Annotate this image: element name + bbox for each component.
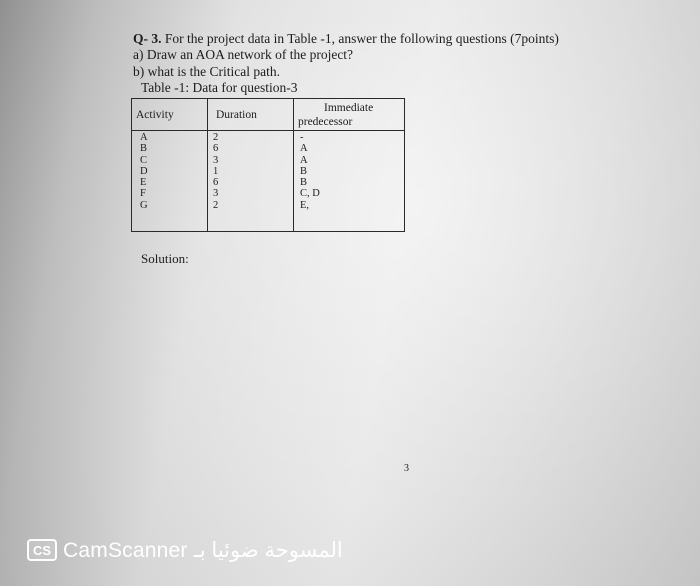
activity-cell: F: [140, 188, 146, 200]
header-predecessor-line2: predecessor: [298, 116, 353, 128]
activity-cell: C: [140, 154, 148, 166]
watermark-text: CamScanner المسوحة ضوئيا بـ: [63, 538, 343, 562]
activity-cell: G: [140, 199, 148, 211]
activity-cell: B: [140, 143, 148, 155]
column-divider: [293, 99, 294, 231]
header-activity: Activity: [136, 109, 174, 121]
duration-cell: 3: [213, 154, 219, 166]
question-title: [133, 31, 559, 47]
project-data-table: [131, 98, 405, 232]
header-duration: Duration: [216, 109, 257, 121]
predecessor-cell: B: [300, 165, 308, 177]
question-points: (7points): [510, 31, 559, 46]
predecessor-column: [300, 132, 320, 211]
table-caption: Table -1: Data for question-3: [141, 80, 298, 95]
column-divider: [207, 99, 208, 231]
predecessor-cell: A: [300, 143, 308, 155]
header-predecessor-line1: Immediate: [324, 102, 374, 114]
solution-label: Solution:: [141, 251, 189, 266]
camscanner-logo-icon: CS: [27, 539, 57, 561]
activity-cell: A: [140, 132, 148, 143]
duration-cell: 6: [213, 177, 219, 189]
duration-cell: 2: [213, 199, 219, 211]
duration-cell: 6: [213, 143, 219, 155]
predecessor-cell: B: [300, 177, 308, 189]
duration-cell: 1: [213, 165, 219, 177]
duration-cell: 3: [213, 188, 219, 200]
predecessor-cell: C, D: [300, 188, 320, 200]
predecessor-cell: E,: [300, 199, 310, 211]
predecessor-cell: A: [300, 154, 308, 166]
predecessor-cell: -: [300, 132, 304, 143]
question-prompt: For the project data in Table -1, answer the following questions: [164, 31, 507, 46]
page-number: 3: [404, 463, 409, 474]
activity-column: [140, 132, 148, 211]
duration-cell: 2: [213, 132, 219, 143]
activity-cell: E: [140, 177, 147, 189]
duration-column: [213, 132, 218, 211]
question-part-b: b) what is the Critical path.: [133, 64, 280, 79]
activity-cell: D: [140, 165, 148, 177]
question-part-a: a) Draw an AOA network of the project?: [133, 47, 354, 62]
camscanner-watermark: [27, 535, 343, 565]
question-number: Q- 3.: [133, 31, 162, 46]
